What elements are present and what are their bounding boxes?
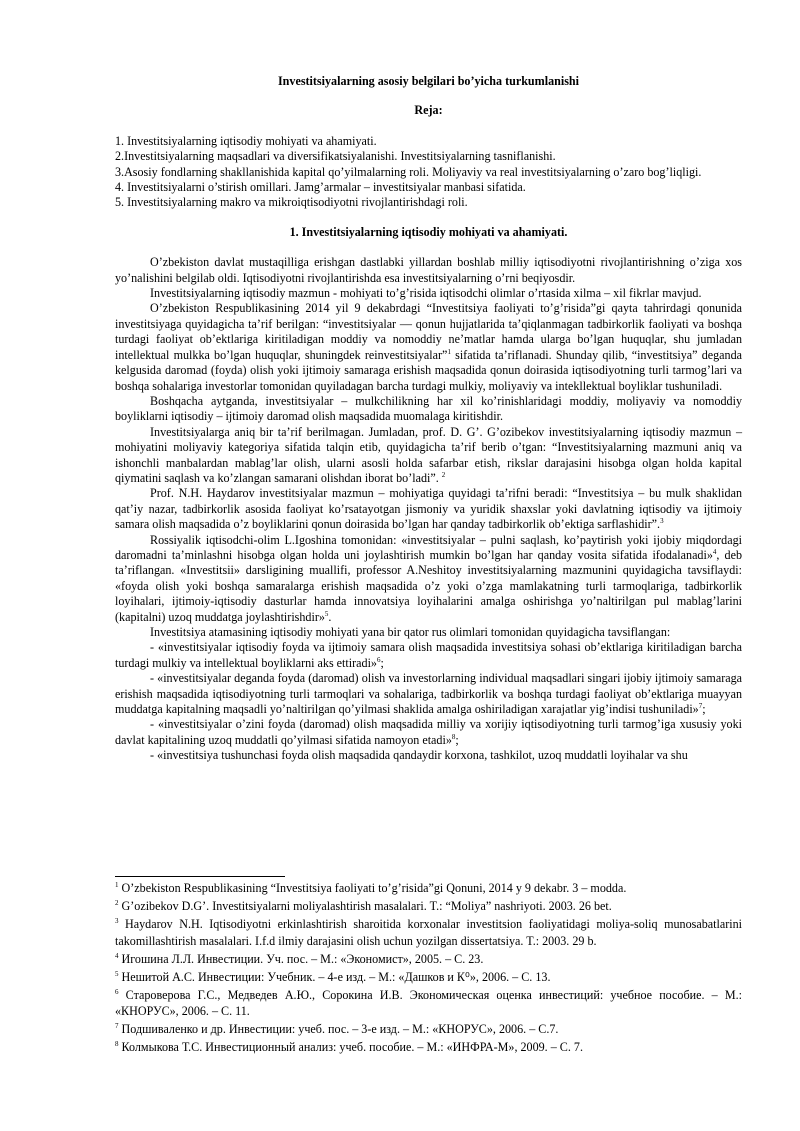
footnote — [115, 969, 742, 986]
footnote — [115, 916, 742, 949]
plan-item: 3.Asosiy fondlarning shakllanishida kapital qo’yilmalarning roli. Moliyaviy va real investitsiyalarning o’zaro bog’liqligi. — [115, 164, 702, 179]
plan-item: 2.Investitsiyalarning maqsadlari va diversifikatsiyalanishi. Investitsiyalarning tasniflanishi. — [115, 149, 556, 164]
paragraph-text: sifatida ta’riflanadi. Shunday qilib, “investitsiya” deganda kelgusida daromad (foyda) olish yoki ijtimoiy samaraga erishish maqsadida qonun doirasida iqtisodiyotning turli tarmog’lari va boshqa sohalariga investorlar tomonidan quyiladagan barcha turdagi mulkiy, moliyaviy va intekllektual boyliklar tushuniladi. — [115, 347, 743, 393]
paragraph — [115, 425, 742, 487]
footnote-ref[interactable]: 4 — [712, 547, 717, 556]
plan-item: 5. Investitsiyalarning makro va mikroiqtisodiyotni rivojlantirishdagi roli. — [115, 195, 468, 210]
section-heading: 1. Investitsiyalarning iqtisodiy mohiyati va ahamiyati. — [289, 224, 568, 239]
plan-item: 1. Investitsiyalarning iqtisodiy mohiyati va ahamiyati. — [115, 133, 377, 148]
footnote-text: Колмыкова Т.С. Инвестиционный анализ: учеб. пособие. – М.: «ИНФРА-М», 2009. – С. 7. — [118, 1040, 583, 1054]
paragraph-text: . — [328, 609, 332, 624]
footnote — [115, 987, 742, 1020]
paragraph — [115, 533, 742, 625]
footnote-mark: 8 — [115, 1039, 119, 1048]
paragraph: - «investitsiya tushunchasi foyda olish maqsadida qandaydir korxona, tashkilot, uzoq muddatli loyihalar va shu — [150, 748, 688, 763]
paragraph — [115, 301, 742, 393]
footnote — [115, 951, 742, 968]
footnote-ref[interactable]: 1 — [447, 347, 451, 356]
paragraph: Investitsiya atamasining iqtisodiy mohiyati yana bir qator rus olimlari tomonidan quyidagicha tavsiflangan: — [150, 625, 671, 639]
footnote-text: G’ozibekov D.G’. Investitsiyalarni moliyalashtirish masalalari. T.: “Moliya” nashriyoti. 2003. 26 bet. — [118, 899, 612, 913]
footnote-ref[interactable]: 2 — [441, 470, 446, 479]
paragraph — [115, 671, 742, 717]
paragraph-text: - «investitsiyalar deganda foyda (daromad) olish va investorlarning individual maqsadlari singari ijobiy ijtimoiy samaraga erishish maqsadida iqtisodiyotning turli tarmoqlari va sohalariga, tadbirkorlik va boshqa turdagi faoliyat ob’ektlariga muayyan muddatga kapitalning maqsadli yo’naltirilgan qo’yilmasi shaklida amalga oshiriladigan xarajatlar yig’indisi tushuniladi» — [115, 671, 742, 717]
footnote — [115, 898, 742, 915]
plan-list — [115, 134, 742, 211]
paragraph — [115, 486, 742, 532]
footnote-text: Нешитой А.С. Инвестиции: Учебник. – 4-е изд. – М.: «Дашков и К⁰», 2006. – С. 13. — [118, 969, 551, 984]
footnote-mark: 5 — [115, 969, 119, 978]
footnote — [115, 880, 742, 897]
paragraph-text: ; — [702, 702, 706, 717]
paragraph — [115, 640, 742, 671]
paragraph-text: - «investitsiyalar iqtisodiy foyda va ijtimoiy samara olish maqsadida investitsiya sohasi ob’ektlariga kiritiladigan barcha turdagi mulkiy va intellektual boyliklarni aks ettiradi» — [115, 640, 742, 670]
footnote-ref[interactable]: 6 — [376, 655, 381, 664]
footnote-mark: 4 — [115, 951, 119, 960]
footnote-ref[interactable]: 8 — [451, 732, 456, 741]
paragraph-text: Prof. N.H. Haydarov investitsiyalar mazmun – mohiyatiga quyidagi ta’rifni beradi: “Investitsiya – bu mulk shaklidan qat’iy nazar, tadbirkorlik asosida faoliyat ko’rsatayotgan jismoniy va yuridik shaxslar yoki davlatning iqtisodiy va ijtimoiy samara olish maqsadida o’z boyliklarini qonun doirasida bo’lgan har qanday tadbirkorlik ob’ektiga sarflashidir”. — [115, 486, 742, 532]
footnote-text: Подшиваленко и др. Инвестиции: учеб. пос. – 3-е изд. – М.: «КНОРУС», 2006. – С.7. — [118, 1022, 559, 1036]
footnote-text: Староверова Г.С., Медведев А.Ю., Сорокина И.В. Экономическая оценка инвестиций: учебное пособие. – М.: «КНОРУС», 2006. – С. 11. — [115, 987, 742, 1018]
paragraph — [115, 717, 742, 748]
footnote-mark: 1 — [115, 880, 119, 889]
footnote-ref[interactable]: 5 — [324, 609, 329, 618]
footnote-ref[interactable]: 3 — [660, 517, 664, 526]
paragraph-text: Investitsiyalarga aniq bir ta’rif berilmagan. Jumladan, prof. D. G’. G’ozibekov investitsiyalarning iqtisodiy mazmun – mohiyatini moliyaviy kategoriya sifatida talqin etib, quyidagicha ta’rif berib o’tgan: “Investitsiyalarning mazmuni aniq va ishonchli manbalardan mablag’lar olish, ularni asosli holda safarbar etish, rikslar darajasini hisobga olgan holda kapital qiymatini saqlash va ko’zlangan samarani olishdan iborat bo’ladi”. — [115, 424, 742, 485]
document-page — [115, 74, 742, 764]
footnote-mark: 7 — [115, 1021, 119, 1030]
paragraph-text: , deb ta’riflangan. «Investitsii» darsligining muallifi, professor A.Neshitoy investitsiyalarning mazmunini quyidagicha tavsiflaydi: «foyda olish yoki boshqa samaralarga erishish maqsadida o’z yoki o’zga mamlakatning turli tarmoqlariga, tadbirkorlik loyihalari, ijtimoiy-iqtisodiy dasturlar hamda innovatsiya loyihalarini amalga oshirishga yo’naltirilgan pul mablag’larini (kapitalni) uzoq muddatga joylashtirishdir» — [115, 547, 742, 624]
footnote-text: Haydarov N.H. Iqtisodiyotni erkinlashtirish sharoitida korxonalar investitsion faoliyatidagi moliya-soliq munosabatlarini takomillashtirish masalalari. I.f.d ilmiy darajasini olish uchun yozilgan dissertatsiya. T.: 2003. 29 b. — [115, 917, 742, 948]
paragraph: Boshqacha aytganda, investitsiyalar – mulkchilikning har xil ko’rinishlaridagi moddiy, moliyaviy va nomoddiy boyliklarni iqtisodiy – ijtimoiy daromad olish maqsadida muomalaga kiritishdir. — [115, 393, 742, 424]
plan-heading: Reja: — [414, 103, 443, 118]
paragraph: O’zbekiston davlat mustaqilliga erishgan dastlabki yillardan boshlab milliy iqtisodiyotni rivojlantirishning o’ziga xos yo’nalishini belgilab oldi. Iqtisodiyotni rivojlantirishda esa investitsiyalarning o’rni beqiyosdir. — [115, 255, 742, 285]
footnote-text: O’zbekiston Respublikasining “Investitsiya faoliyati to’g’risida”gi Qonuni, 2014 y 9 dekabr. 3 – modda. — [118, 881, 627, 895]
footnote — [115, 1039, 742, 1056]
paragraph-text: ; — [455, 732, 459, 747]
paragraph-text: - «investitsiyalar o’zini foyda (daromad) olish maqsadida milliy va xorijiy iqtisodiyotning turli tarmog’iga xususiy yoki davlat kapitalining uzoq muddatli qo’yilmasi sifatida namoyon etadi» — [115, 717, 742, 747]
paragraph-text: O’zbekiston Respublikasining 2014 yil 9 dekabrdagi “Investitsiya faoliyati to’g’risida”gi qayta tahrirdagi qonunida investitsiyaga quyidagicha ta’rif berilgan: “investitsiyalar — qonun hujjatlarida ta’qiqlanmagan tadbirkorlik faoliyati va boshqa turdagi faoliyat ob’ektlariga kiritiladigan moddiy va nomoddiy ne’matlar hamda ularga bo’lgan huquqlar, shu jumladan intellektual mulkka bo’lgan huquqlar, shuningdek reinvestitsiyalar” — [115, 301, 742, 362]
paragraph: Investitsiyalarning iqtisodiy mazmun - mohiyati to’g’risida iqtisodchi olimlar o’rtasida xilma – xil fikrlar mavjud. — [150, 286, 702, 301]
footnote-separator — [115, 876, 285, 877]
footnote-ref[interactable]: 7 — [698, 702, 703, 710]
footnote-mark: 6 — [115, 987, 119, 996]
paragraph-text: ; — [380, 655, 384, 670]
footnote-mark: 3 — [115, 916, 119, 925]
paragraph-text: Rossiyalik iqtisodchi-olim L.Igoshina tomonidan: «investitsiyalar – pulni saqlash, ko’paytirish yoki ijobiy miqdordagi daromadni ta’minlashni hisobga olgan holda uni joylashtirish mumkin bo’lgan har qanday vosita sifatida ifodalanadi» — [115, 532, 742, 562]
plan-item: 4. Investitsiyalarni o’stirish omillari. Jamg’armalar – investitsiyalar manbasi sifatida. — [115, 180, 526, 195]
footnotes — [115, 880, 742, 1057]
footnote-mark: 2 — [115, 898, 119, 907]
document-title: Investitsiyalarning asosiy belgilari bo’yicha turkumlanishi — [277, 74, 580, 88]
footnote — [115, 1021, 742, 1038]
body-text — [115, 255, 742, 763]
footnote-text: Игошина Л.Л. Инвестиции. Уч. пос. – М.: «Экономист», 2005. – С. 23. — [118, 951, 484, 966]
